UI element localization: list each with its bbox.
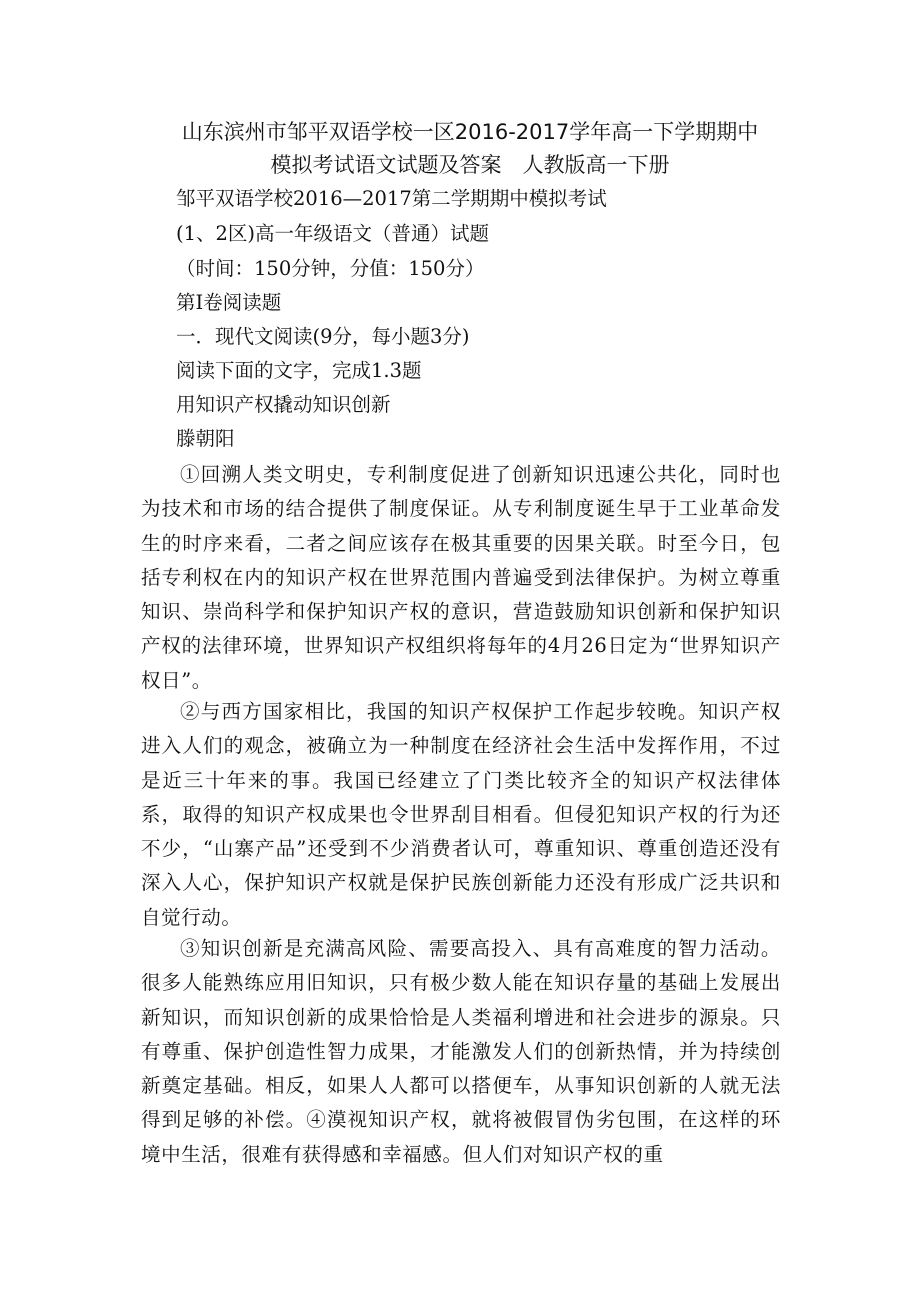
document-title-line-2: 模拟考试语文试题及答案 人教版高一下册 bbox=[270, 153, 670, 177]
article-author: 滕朝阳 bbox=[176, 427, 235, 450]
reading-instruction: 阅读下面的文字，完成1.3题 bbox=[176, 359, 422, 382]
exam-time-score: （时间：150分钟，分值：150分） bbox=[176, 257, 485, 280]
exam-name: 邹平双语学校2016—2017第二学期期中模拟考试 bbox=[176, 187, 607, 210]
section-heading: 第Ⅰ卷阅读题 bbox=[176, 291, 282, 314]
paragraph-1: ①回溯人类文明史，专利制度促进了创新知识迅速公共化，同时也为技术和市场的结合提供了制度保证。从专利制度诞生早于工业革命发生的时序来看，二者之间应该存在极其重要的因果关联。时至今日，包括专利权在内的知识产权在世界范围内普遍受到法律保护。为树立尊重知识、崇尚科学和保护知识产权的意识，营造鼓励知识创新和保护知识产权的法律环境，世界知识产权组织将每年的4月26日定为“世界知识产权日”。 bbox=[141, 463, 781, 692]
document-title-line-1: 山东滨州市邹平双语学校一区2016-2017学年高一下学期期中 bbox=[181, 120, 759, 144]
article-title: 用知识产权撬动知识创新 bbox=[176, 393, 391, 416]
exam-subtitle: (1、2区)高一年级语文（普通）试题 bbox=[176, 222, 490, 245]
paragraph-3: ③知识创新是充满高风险、需要高投入、具有高难度的智力活动。很多人能熟练应用旧知识，只有极少数人能在知识存量的基础上发展出新知识，而知识创新的成果恰恰是人类福利增进和社会进步的源泉。只有尊重、保护创造性智力成果，才能激发人们的创新热情，并为持续创新奠定基础。相反，如果人人都可以搭便车，从事知识创新的人就无法得到足够的补偿。④漠视知识产权，就将被假冒伪劣包围，在这样的环境中生活，很难有获得感和幸福感。但人们对知识产权的重 bbox=[141, 937, 781, 1166]
paragraph-2: ②与西方国家相比，我国的知识产权保护工作起步较晚。知识产权进入人们的观念，被确立为一种制度在经济社会生活中发挥作用，不过是近三十年来的事。我国已经建立了门类比较齐全的知识产权法律体系，取得的知识产权成果也令世界刮目相看。但侵犯知识产权的行为还不少，“山寨产品”还受到不少消费者认可，尊重知识、尊重创造还没有深入人心，保护知识产权就是保护民族创新能力还没有形成广泛共识和自觉行动。 bbox=[141, 700, 781, 929]
question-group-heading: 一．现代文阅读(9分，每小题3分) bbox=[176, 325, 470, 348]
